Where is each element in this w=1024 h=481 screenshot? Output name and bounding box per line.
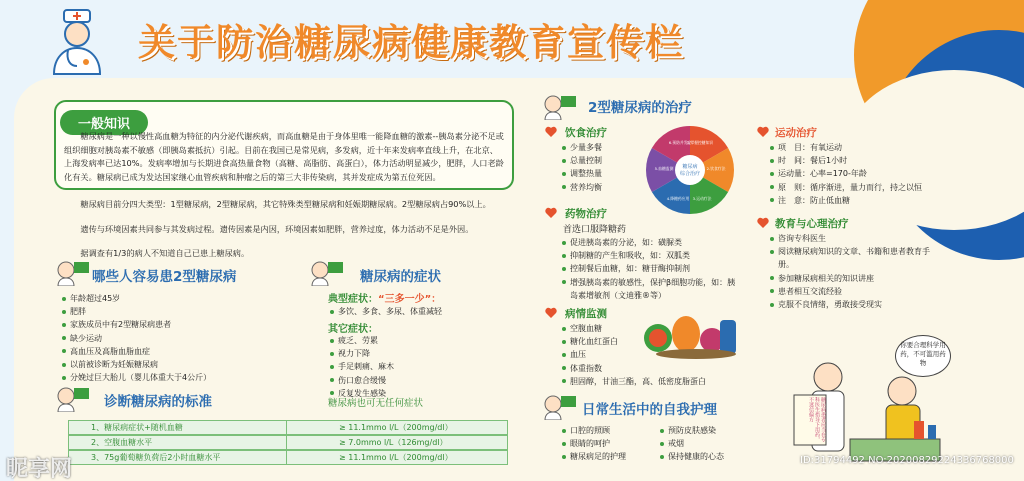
selfcare-title: 日常生活中的自我护理 bbox=[582, 402, 717, 418]
selfcare-list-2 bbox=[660, 424, 724, 464]
criterion-value: ≥ 11.1mmo l/L（200mg/dl） bbox=[339, 423, 453, 432]
heart-icon bbox=[757, 126, 769, 138]
list-item: 戒烟 bbox=[660, 437, 724, 450]
treatment-title: 2型糖尿病的治疗 bbox=[588, 100, 692, 116]
selfcare-list-1 bbox=[562, 424, 626, 464]
page-title: 关于防治糖尿病健康教育宣传栏 bbox=[138, 21, 684, 64]
list-item: 运动量：心率=170-年龄 bbox=[770, 167, 922, 180]
typical-value: “三多一少”： bbox=[378, 294, 442, 305]
list-item: 原 则：循序渐进，量力而行，持之以恒 bbox=[770, 181, 922, 194]
treatment-wheel-diagram bbox=[644, 124, 736, 216]
table-divider bbox=[286, 420, 287, 465]
symptoms-title: 糖尿病的症状 bbox=[360, 269, 441, 285]
list-item: 年龄超过45岁 bbox=[62, 292, 211, 305]
list-item: 疲乏、劳累 bbox=[330, 334, 394, 347]
criterion-label: 1、糖尿病症状+随机血糖 bbox=[91, 423, 183, 432]
risk-list bbox=[62, 292, 211, 384]
list-item: 咨询专科医生 bbox=[770, 232, 940, 245]
list-item: 抑制糖的产生和吸收，如：双胍类 bbox=[562, 249, 742, 262]
list-item: 项 目：有氧运动 bbox=[770, 141, 922, 154]
wheel-segment-label: 2.饮食疗法 bbox=[706, 166, 726, 171]
criterion-value: ≥ 7.0mmo l/L（126mg/dl） bbox=[339, 438, 448, 447]
speech-bubble bbox=[895, 335, 951, 377]
wheel-segment-label: 3.运动疗法 bbox=[692, 196, 712, 201]
list-item: 糖尿病足的护理 bbox=[562, 450, 626, 463]
wheel-segment-label: 5.血糖监测 bbox=[654, 166, 674, 171]
list-item: 预防皮肤感染 bbox=[660, 424, 724, 437]
list-item: 反复发生感染 bbox=[330, 387, 394, 400]
diagnosis-title: 诊断糖尿病的标准 bbox=[104, 394, 212, 410]
list-item: 注 意：防止低血糖 bbox=[770, 194, 922, 207]
list-item: 时 间：餐后1小时 bbox=[770, 154, 922, 167]
list-item: 血压 bbox=[562, 348, 706, 361]
watermark-id: ID:31794492 NO:20200829224336768000 bbox=[800, 455, 1014, 466]
healthy-food-illustration bbox=[640, 300, 740, 360]
exercise-list bbox=[770, 141, 922, 207]
typical-symptoms-label bbox=[328, 290, 441, 305]
general-paragraph-1: 糖尿病是一种以慢性高血糖为特征的内分泌代谢疾病，而高血糖是由于身体里唯一能降血糖的激素--胰岛素分泌不足或组织细胞对胰岛素不敏感（即胰岛素抵抗）引起。目前在我国已是常见病，多发病，近十年来发病率直线上升，在北京、上海发病率已达10%。发病率增加与长期进食高热量食物（高糖、高脂肪、高蛋白），体力活动明显减少，肥胖，人口老龄化有关。糖尿病已成为发达国家继心血管疾病和肿瘤之后的第三大非传染病，其并发症成为第五位死因。 bbox=[64, 131, 504, 182]
heart-icon bbox=[545, 207, 557, 219]
list-item: 克服不良情绪，勇敢接受现实 bbox=[770, 298, 940, 311]
list-item: 以前被诊断为妊娠糖尿病 bbox=[62, 358, 211, 371]
list-item: 控制餐后血糖，如：糖苷酶抑制剂 bbox=[562, 262, 742, 275]
list-item: 眼睛的呵护 bbox=[562, 437, 626, 450]
list-item: 空腹血糖 bbox=[562, 322, 706, 335]
doctor-avatar-icon bbox=[543, 92, 577, 120]
heart-icon bbox=[545, 126, 557, 138]
general-knowledge-tag: 一般知识 bbox=[60, 110, 148, 135]
list-item: 肥胖 bbox=[62, 305, 211, 318]
list-item: 增强胰岛素的敏感性，保护β细胞功能，如：胰岛素增敏剂（文迪雅®等） bbox=[562, 276, 742, 302]
list-item: 少量多餐 bbox=[562, 141, 602, 154]
list-item: 患者相互交流经验 bbox=[770, 285, 940, 298]
doctor-avatar-icon bbox=[310, 258, 344, 286]
general-paragraph-3: 遗传与环境因素共同参与其发病过程。遗传因素是内因，环境因素如肥胖，营养过度，体力活动不足是外因。 bbox=[80, 224, 474, 234]
list-item: 分娩过巨大胎儿（婴儿体重大于4公斤） bbox=[62, 371, 211, 384]
list-item: 多饮、多食、多尿、体重减轻 bbox=[330, 305, 442, 318]
monitor-title: 病情监测 bbox=[565, 308, 607, 320]
drug-first-choice: 首选口服降糖药 bbox=[563, 225, 627, 235]
table-row bbox=[68, 450, 508, 465]
doctor-avatar-icon bbox=[56, 258, 90, 286]
speech-bubble-text: 你要合理科学用药，不可滥用药物 bbox=[900, 341, 946, 367]
list-item: 糖化血红蛋白 bbox=[562, 335, 706, 348]
wheel-center-label: 综合治疗 bbox=[679, 171, 701, 177]
no-symptoms-note: 糖尿病也可无任何症状 bbox=[328, 398, 424, 409]
doctor-avatar-icon bbox=[543, 392, 577, 420]
drug-title: 药物治疗 bbox=[565, 208, 607, 220]
heart-icon bbox=[757, 217, 769, 229]
education-list bbox=[770, 232, 940, 311]
wheel-center-label: 糖尿病 bbox=[682, 164, 698, 170]
list-item: 口腔的照顾 bbox=[562, 424, 626, 437]
typical-symptoms-list bbox=[330, 305, 442, 318]
criterion-label: 2、空腹血糖水平 bbox=[91, 438, 153, 447]
typical-label: 典型症状： bbox=[328, 294, 378, 305]
wheel-segment-label: 1.掌握控糖知识 bbox=[686, 140, 714, 145]
list-item: 家族成员中有2型糖尿病患者 bbox=[62, 318, 211, 331]
list-item: 缺少运动 bbox=[62, 332, 211, 345]
list-item: 阅读糖尿病知识的文章、书籍和患者教育手册。 bbox=[770, 245, 940, 271]
list-item: 促进胰岛素的分泌，如：磺脲类 bbox=[562, 236, 742, 249]
doctor-icon bbox=[46, 6, 108, 76]
list-item: 伤口愈合缓慢 bbox=[330, 374, 394, 387]
diet-list bbox=[562, 141, 602, 194]
list-item: 体重指数 bbox=[562, 362, 706, 375]
list-item: 总量控制 bbox=[562, 154, 602, 167]
list-item: 保持健康的心态 bbox=[660, 450, 724, 463]
wheel-center bbox=[675, 155, 705, 185]
criterion-label: 3、75g葡萄糖负荷后2小时血糖水平 bbox=[91, 453, 221, 462]
cartoon-sign-text: 糖尿病患者应当在专科医生指导下用药，不迷信偏方 bbox=[808, 397, 826, 442]
criterion-value: ≥ 11.1mmo l/L（200mg/dl） bbox=[339, 453, 453, 462]
general-paragraph-2: 糖尿病目前分四大类型：1型糖尿病，2型糖尿病，其它特殊类型糖尿病和妊娠期糖尿病。2型糖尿病占90%以上。 bbox=[80, 199, 491, 209]
doctor-avatar-icon bbox=[56, 384, 90, 412]
other-symptoms-label: 其它症状： bbox=[328, 324, 378, 335]
table-row bbox=[68, 435, 508, 450]
list-item: 高血压及高脂血脂血症 bbox=[62, 345, 211, 358]
list-item: 参加糖尿病相关的知识讲座 bbox=[770, 272, 940, 285]
risk-title: 哪些人容易患2型糖尿病 bbox=[92, 269, 237, 285]
list-item: 调整热量 bbox=[562, 167, 602, 180]
heart-icon bbox=[545, 307, 557, 319]
list-item: 视力下降 bbox=[330, 347, 394, 360]
drug-list bbox=[562, 236, 742, 302]
exercise-title: 运动治疗 bbox=[775, 127, 817, 139]
general-paragraph-4: 据调查有1/3的病人不知道自己已患上糖尿病。 bbox=[80, 248, 250, 258]
other-symptoms-list bbox=[330, 334, 394, 400]
education-title: 教育与心理治疗 bbox=[775, 218, 849, 230]
watermark-logo: 昵享网 bbox=[6, 457, 73, 481]
wheel-segment-label: 4.降糖药应用 bbox=[666, 196, 690, 201]
wheel-segment-label: 6.预防并发症 bbox=[668, 140, 692, 145]
diet-title: 饮食治疗 bbox=[565, 127, 607, 139]
list-item: 手足刺痛、麻木 bbox=[330, 360, 394, 373]
list-item: 营养均衡 bbox=[562, 181, 602, 194]
table-row bbox=[68, 420, 508, 435]
list-item: 胆固醇，甘油三酯，高、低密度脂蛋白 bbox=[562, 375, 706, 388]
